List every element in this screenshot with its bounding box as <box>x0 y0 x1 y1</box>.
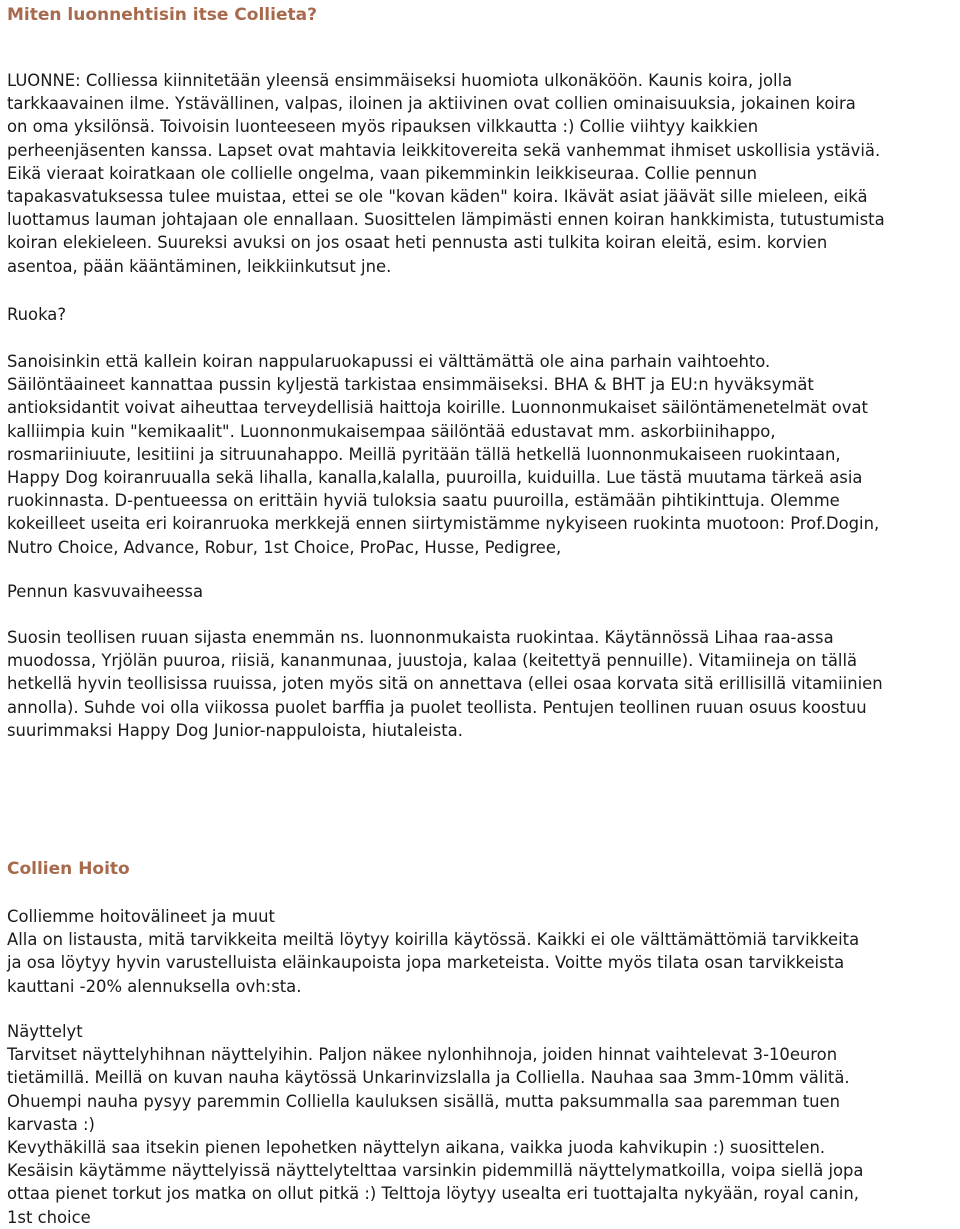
shows-heading: Näyttelyt <box>7 1022 83 1041</box>
text-line: Nutro Choice, Advance, Robur, 1st Choice, ProPac, Husse, Pedigree, <box>7 537 562 557</box>
temperament-heading: Miten luonnehtisin itse Collieta? <box>7 5 317 25</box>
care-subtitle: Colliemme hoitovälineet ja muut <box>7 907 275 926</box>
text-line: Eikä vieraat koiratkaan ole collielle ongelma, vaan pikemminkin leikkiseuraa. Collie pennun <box>7 163 758 183</box>
text-line: suurimmaksi Happy Dog Junior-nappuloista, hiutaleista. <box>7 720 463 740</box>
text-line: karvasta :) <box>7 1114 95 1134</box>
shows-paragraph <box>7 1020 863 1229</box>
text-line: muodossa, Yrjölän puuroa, riisiä, kananmunaa, juustoja, kalaa (keitettyä pennuille). Vitamiineja on tällä <box>7 651 858 671</box>
text-line: annolla). Suhde voi olla viikossa puolet barffia ja puolet teollista. Pentujen teollinen ruuan osuus koostuu <box>7 697 867 717</box>
text-line: Suosin teollisen ruuan sijasta enemmän ns. luonnonmukaista ruokintaa. Käytännössä Lihaa raa-assa <box>7 628 834 647</box>
text-line: Alla on listausta, mitä tarvikkeita meiltä löytyy koirilla käytössä. Kaikki ei ole välttämättömiä tarvikkeita <box>7 930 860 950</box>
text-line: Sanoisinkin että kallein koiran nappularuokapussi ei välttämättä ole aina parhain vaihtoehto. <box>7 352 771 371</box>
text-line: Kevythäkillä saa itsekin pienen lepohetken näyttelyn aikana, vaikka juoda kahvikupin :) suosittelen. <box>7 1138 826 1158</box>
text-line: perheenjäsenten kanssa. Lapset ovat mahtavia leikkitovereita sekä vanhemmat ihmiset uskollisia ystäviä. <box>7 140 881 160</box>
text-line: Säilöntäaineet kannattaa pussin kyljestä tarkistaa ensimmäiseksi. BHA & BHT ja EU:n hyväksymät <box>7 375 814 395</box>
puppy-heading: Pennun kasvuvaiheessa <box>7 582 203 601</box>
temperament-paragraph <box>7 69 885 278</box>
text-line: kokeilleet useita eri koiranruoka merkkejä ennen siirtymistämme nykyiseen ruokinta muotoon: Prof.Dogin, <box>7 514 880 534</box>
text-line: ottaa pienet torkut jos matka on ollut pitkä :) Telttoja löytyy usealta eri tuottajalta nykyään, royal canin, <box>7 1184 859 1204</box>
food-paragraph <box>7 350 879 559</box>
text-line: tarkkaavainen ilme. Ystävällinen, valpas, iloinen ja aktiivinen ovat collien ominaisuuksia, jokainen koira <box>7 94 856 114</box>
text-line: asentoa, pään kääntäminen, leikkiinkutsut jne. <box>7 256 392 276</box>
text-line: ruokinnasta. D-pentueessa on erittäin hyviä tuloksia saatu puuroilla, estämään pihtikinttuja. Olemme <box>7 491 840 511</box>
text-line: antioksidantit voivat aiheuttaa terveydellisiä haittoja koirille. Luonnonmukaiset säilöntämenetelmät ovat <box>7 398 868 418</box>
text-line: Tarvitset näyttelyhihnan näyttelyihin. Paljon näkee nylonhihnoja, joiden hinnat vaihtelevat 3-10euron <box>7 1045 838 1065</box>
text-line: tietämillä. Meillä on kuvan nauha käytössä Unkarinvizslalla ja Colliella. Nauhaa saa 3mm-10mm välitä. <box>7 1068 850 1088</box>
text-line: tapakasvatuksessa tulee muistaa, ettei se ole "kovan käden" koira. Ikävät asiat jäävät sille mieleen, eikä <box>7 187 868 207</box>
text-line: Ohuempi nauha pysyy paremmin Colliella kauluksen sisällä, mutta paksummalla saa paremman tuen <box>7 1091 841 1111</box>
text-line: Happy Dog koiranruualla sekä lihalla, kanalla,kalalla, puuroilla, kuiduilla. Lue tästä muutama tärkeä asia <box>7 468 863 488</box>
care-paragraph <box>7 905 859 998</box>
text-line: hetkellä hyvin teollisissa ruuissa, joten myös sitä on annettava (ellei osaa korvata sitä erillisillä vitamiinien <box>7 674 883 694</box>
care-heading: Collien Hoito <box>7 859 130 879</box>
text-line: LUONNE: Colliessa kiinnitetään yleensä ensimmäiseksi huomiota ulkonäköön. Kaunis koira, jolla <box>7 71 793 90</box>
text-line: rosmariiniuute, lesitiini ja sitruunahappo. Meillä pyritään tällä hetkellä luonnonmukaiseen ruokintaan, <box>7 444 841 464</box>
text-line: kalliimpia kuin "kemikaalit". Luonnonmukaisempaa säilöntää edustavat mm. askorbiinihappo, <box>7 421 776 441</box>
text-line: ja osa löytyy hyvin varustelluista eläinkaupoista jopa marketeista. Voitte myös tilata osan tarvikkeista <box>7 953 845 973</box>
text-line: luottamus lauman johtajaan ole ennallaan. Suosittelen lämpimästi ennen koiran hankkimista, tutustumista <box>7 210 885 230</box>
text-line: kauttani -20% alennuksella ovh:sta. <box>7 976 302 996</box>
text-line: 1st choice <box>7 1207 91 1227</box>
text-line: on oma yksilönsä. Toivoisin luonteeseen myös ripauksen vilkkautta :) Collie viihtyy kaikkien <box>7 117 759 137</box>
food-heading: Ruoka? <box>7 305 67 324</box>
text-line: koiran elekieleen. Suureksi avuksi on jos osaat heti pennusta asti tulkita koiran eleitä, esim. korvien <box>7 233 828 253</box>
puppy-paragraph <box>7 626 883 742</box>
text-line: Kesäisin käytämme näyttelyissä näyttelytelttaa varsinkin pidemmillä näyttelymatkoilla, voipa siellä jopa <box>7 1161 864 1181</box>
